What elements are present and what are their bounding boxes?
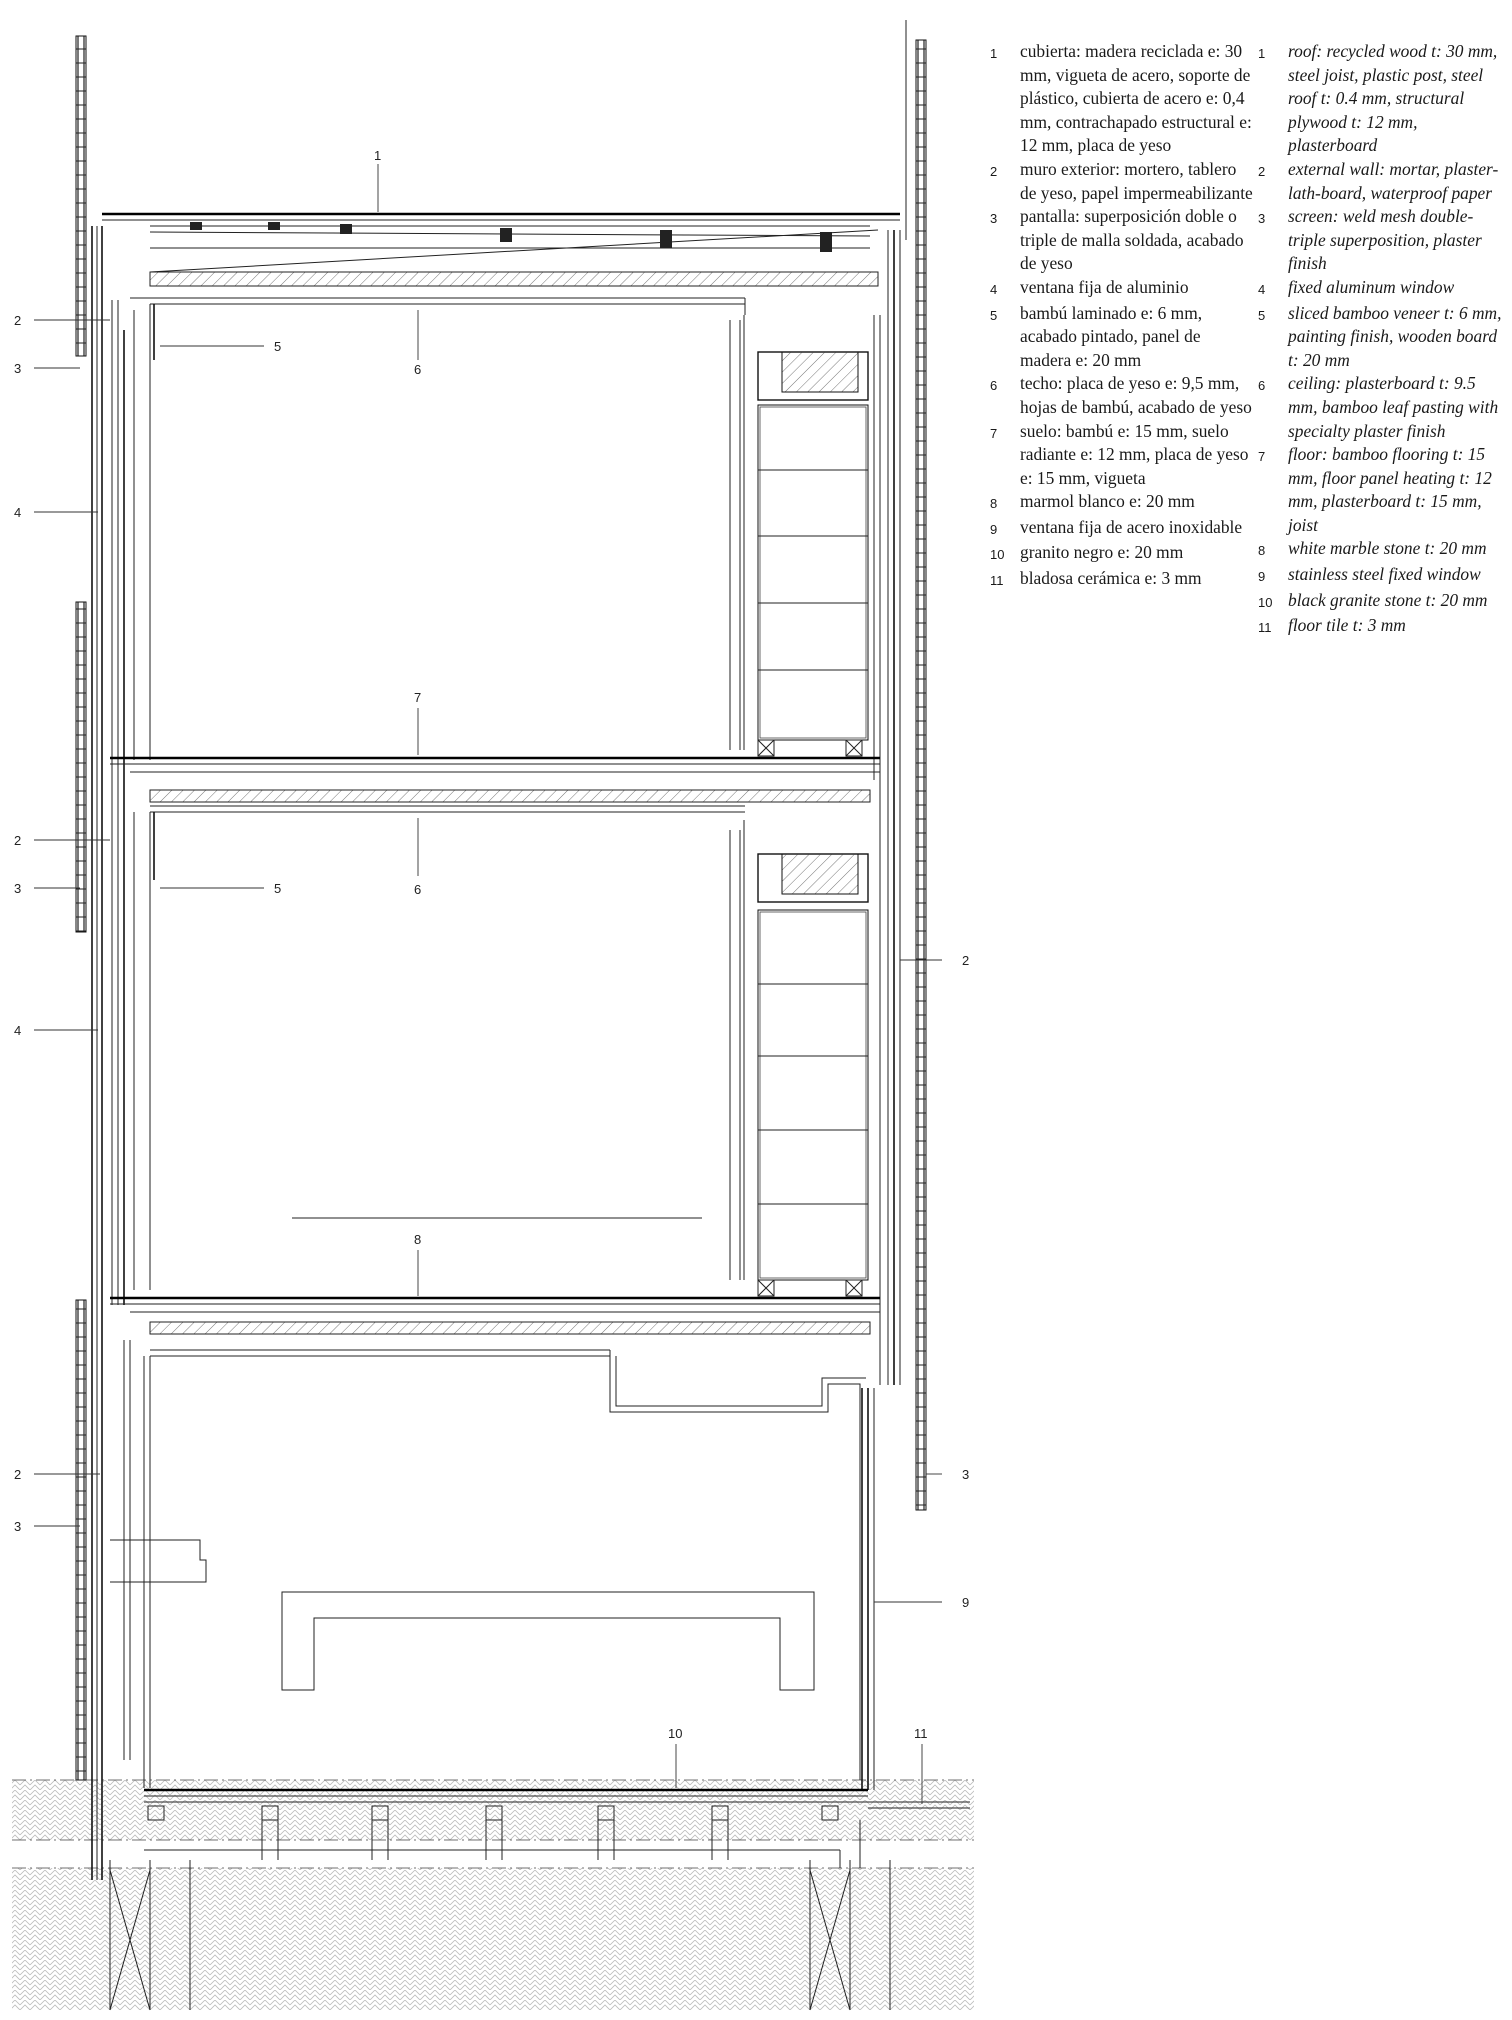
upper-ceiling	[150, 298, 745, 315]
legend-text: bambú laminado e: 6 mm, acabado pintado, panel de madera e: 20 mm	[1020, 302, 1203, 370]
callout-2-bottom: 2	[14, 1467, 22, 1482]
legend-item	[1258, 372, 1508, 443]
callout-2-right: 2	[962, 953, 970, 968]
legend-text: ventana fija de aluminio	[1020, 276, 1189, 297]
first-floor-slab	[110, 758, 880, 812]
right-exterior-wall	[874, 230, 900, 1385]
legend-text: black granite stone t: 20 mm	[1288, 589, 1488, 610]
legend-text: ventana fija de acero inoxidable	[1020, 516, 1243, 537]
legend-item	[990, 205, 1255, 276]
legend-number: 6	[1258, 378, 1266, 394]
legend-text: suelo: bambú e: 15 mm, suelo radiante e: 12 mm, placa de yeso e: 15 mm, vigueta	[1020, 420, 1249, 488]
callout-4-mid: 4	[14, 1023, 22, 1038]
callout-2-mid: 2	[14, 833, 22, 848]
ground-floor-window	[862, 1388, 874, 1790]
legend-number: 1	[990, 46, 998, 61]
legend-number: 2	[990, 163, 998, 179]
legend-number: 9	[990, 521, 998, 537]
legend-text: stainless steel fixed window	[1288, 564, 1481, 585]
middle-shelf	[758, 854, 868, 1296]
legend-text: roof: recycled wood t: 30 mm, steel joist, plastic post, steel roof t: 0.4 mm, structural plywood t: 12 mm, plasterboard	[1288, 41, 1498, 156]
callout-7: 7	[414, 690, 422, 705]
legend-number: 9	[1258, 569, 1266, 585]
legend-number: 11	[990, 573, 1004, 589]
legend-text: fixed aluminum window	[1288, 276, 1455, 297]
legend-item	[1258, 158, 1508, 205]
callout-6-mid: 6	[414, 882, 422, 897]
legend-number: 7	[990, 425, 998, 441]
callout-6-top: 6	[414, 362, 422, 377]
legend-spanish	[990, 40, 1255, 593]
legend-item	[1258, 614, 1508, 640]
legend-item	[990, 490, 1255, 516]
callout-3-mid: 3	[14, 881, 22, 896]
callout-10: 10	[668, 1726, 683, 1741]
legend-text: techo: placa de yeso e: 9,5 mm, hojas de bambú, acabado de yeso	[1020, 373, 1252, 417]
legend-item	[1258, 443, 1508, 537]
callout-8: 8	[414, 1232, 422, 1247]
ground-zone	[12, 1780, 974, 2010]
legend-text: bladosa cerámica e: 3 mm	[1020, 568, 1202, 589]
legend-item	[1258, 205, 1508, 276]
legend-item	[990, 420, 1255, 491]
legend-item	[1258, 276, 1508, 302]
legend-number: 8	[990, 496, 998, 512]
legend-item	[1258, 537, 1508, 563]
legend-number: 6	[990, 378, 998, 394]
second-floor-slab	[110, 1298, 880, 1356]
callout-3-right: 3	[962, 1467, 970, 1482]
legend-text: muro exterior: mortero, tablero de yeso, papel impermeabilizante	[1020, 158, 1253, 203]
legend-text: pantalla: superposición doble o triple de malla soldada, acabado de yeso	[1020, 206, 1244, 274]
legend-number: 10	[990, 547, 1005, 563]
legend-number: 5	[990, 307, 998, 323]
legend-number: 3	[990, 211, 998, 227]
callout-5-top: 5	[274, 339, 282, 354]
callout-9: 9	[962, 1595, 970, 1610]
legend-item	[990, 40, 1255, 158]
left-screen-panels	[76, 36, 86, 1780]
middle-room	[134, 812, 744, 1290]
legend-text: ceiling: plasterboard t: 9.5 mm, bamboo leaf pasting with specialty plaster finish	[1288, 373, 1499, 441]
upper-room	[130, 298, 744, 760]
callout-11: 11	[914, 1726, 928, 1741]
left-exterior-wall	[92, 226, 130, 1880]
legend-number: 4	[1258, 281, 1266, 297]
legend-item	[990, 302, 1255, 373]
legend-text: white marble stone t: 20 mm	[1288, 538, 1487, 559]
callout-3-top: 3	[14, 361, 22, 376]
legend-text: floor: bamboo flooring t: 15 mm, floor panel heating t: 12 mm, plasterboard t: 15 mm, joist	[1288, 444, 1492, 535]
callout-5-mid: 5	[274, 881, 282, 896]
roof-assembly	[102, 214, 900, 286]
legend-number: 10	[1258, 594, 1273, 610]
legend-text: external wall: mortar, plaster-lath-board, waterproof paper	[1288, 158, 1499, 203]
callout-3-bottom: 3	[14, 1519, 22, 1534]
upper-shelf	[758, 352, 868, 756]
legend-item	[990, 276, 1255, 302]
legend-item	[1258, 40, 1508, 158]
legend-item	[990, 158, 1255, 205]
legend-item	[990, 372, 1255, 419]
legend-text: marmol blanco e: 20 mm	[1020, 491, 1195, 512]
right-screen-panel	[916, 40, 926, 1510]
legend-item	[1258, 302, 1508, 373]
legend-text: sliced bamboo veneer t: 6 mm, painting finish, wooden board t: 20 mm	[1288, 302, 1502, 370]
legend-item	[990, 541, 1255, 567]
legend-text: screen: weld mesh double-triple superposition, plaster finish	[1288, 206, 1482, 274]
legend-number: 8	[1258, 543, 1266, 559]
callout-1: 1	[374, 148, 382, 163]
legend-number: 3	[1258, 211, 1266, 227]
legend-number: 1	[1258, 46, 1266, 61]
legend-item	[990, 516, 1255, 542]
legend-number: 4	[990, 281, 998, 297]
callout-2-top: 2	[14, 313, 22, 328]
legend-text: cubierta: madera reciclada e: 30 mm, vigueta de acero, soporte de plástico, cubierta de acero e: 0,4 mm, contrachapado estructural e: 12 mm, placa de yeso	[1020, 41, 1252, 156]
legend-item	[990, 567, 1255, 593]
legend-number: 5	[1258, 307, 1266, 323]
legend-number: 11	[1258, 620, 1272, 636]
legend-number: 7	[1258, 449, 1266, 465]
legend-english	[1258, 40, 1508, 640]
callout-4-top: 4	[14, 505, 22, 520]
legend-item	[1258, 563, 1508, 589]
legend-text: floor tile t: 3 mm	[1288, 615, 1406, 636]
legend-number: 2	[1258, 163, 1266, 179]
legend-item	[1258, 589, 1508, 615]
legend-text: granito negro e: 20 mm	[1020, 542, 1184, 563]
ground-floor-room	[110, 1350, 866, 1788]
